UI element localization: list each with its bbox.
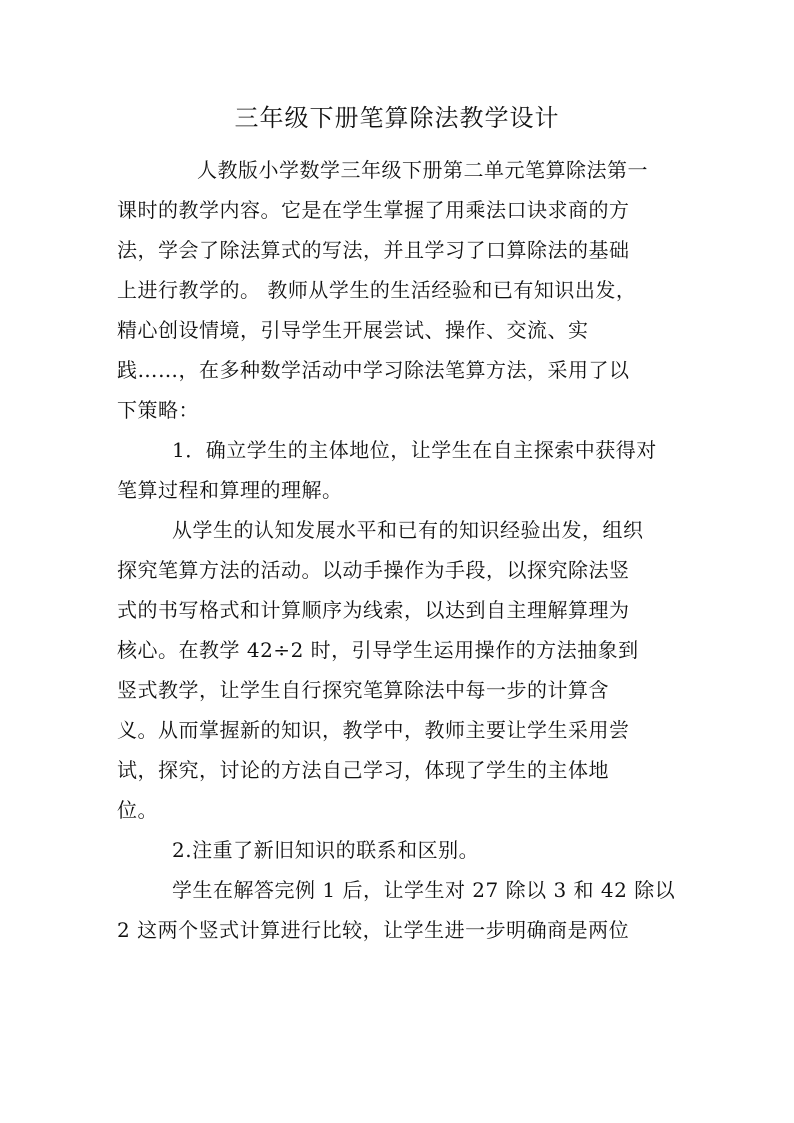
paragraph-line: 式的书写格式和计算顺序为线索，以达到自主理解算理为 <box>117 598 630 622</box>
paragraph-line: 下策略： <box>117 398 199 422</box>
paragraph-line: 2 这两个竖式计算进行比较，让学生进一步明确商是两位 <box>117 918 630 942</box>
paragraph-line: 2.注重了新旧知识的联系和区别。 <box>172 838 480 862</box>
paragraph-line: 1．确立学生的主体地位，让学生在自主探索中获得对 <box>172 438 657 462</box>
paragraph-line: 人教版小学数学三年级下册第二单元笔算除法第一 <box>197 158 648 182</box>
paragraph-line: 核心。在教学 42÷2 时，引导学生运用操作的方法抽象到 <box>117 638 639 662</box>
paragraph-line: 义。从而掌握新的知识，教学中，教师主要让学生采用尝 <box>117 718 630 742</box>
paragraph-line: 位。 <box>117 798 158 822</box>
paragraph-line: 笔算过程和算理的理解。 <box>117 478 343 502</box>
paragraph-line: 竖式教学，让学生自行探究笔算除法中每一步的计算含 <box>117 678 609 702</box>
paragraph-line: 从学生的认知发展水平和已有的知识经验出发，组织 <box>172 518 644 542</box>
paragraph-line: 探究笔算方法的活动。以动手操作为手段，以探究除法竖 <box>117 558 630 582</box>
document-title: 三年级下册笔算除法教学设计 <box>234 104 560 132</box>
paragraph-line: 课时的教学内容。它是在学生掌握了用乘法口诀求商的方 <box>117 198 630 222</box>
paragraph-line: 法，学会了除法算式的写法，并且学习了口算除法的基础 <box>117 238 630 262</box>
paragraph-line: 试，探究，讨论的方法自己学习，体现了学生的主体地 <box>117 758 609 782</box>
paragraph-line: 践……，在多种数学活动中学习除法笔算方法，采用了以 <box>117 358 630 382</box>
paragraph-line: 学生在解答完例 1 后，让学生对 27 除以 3 和 42 除以 <box>172 878 676 902</box>
paragraph-line: 上进行教学的。 教师从学生的生活经验和已有知识出发， <box>117 278 637 302</box>
paragraph-line: 精心创设情境，引导学生开展尝试、操作、交流、实 <box>117 318 589 342</box>
document-body <box>117 150 689 950</box>
